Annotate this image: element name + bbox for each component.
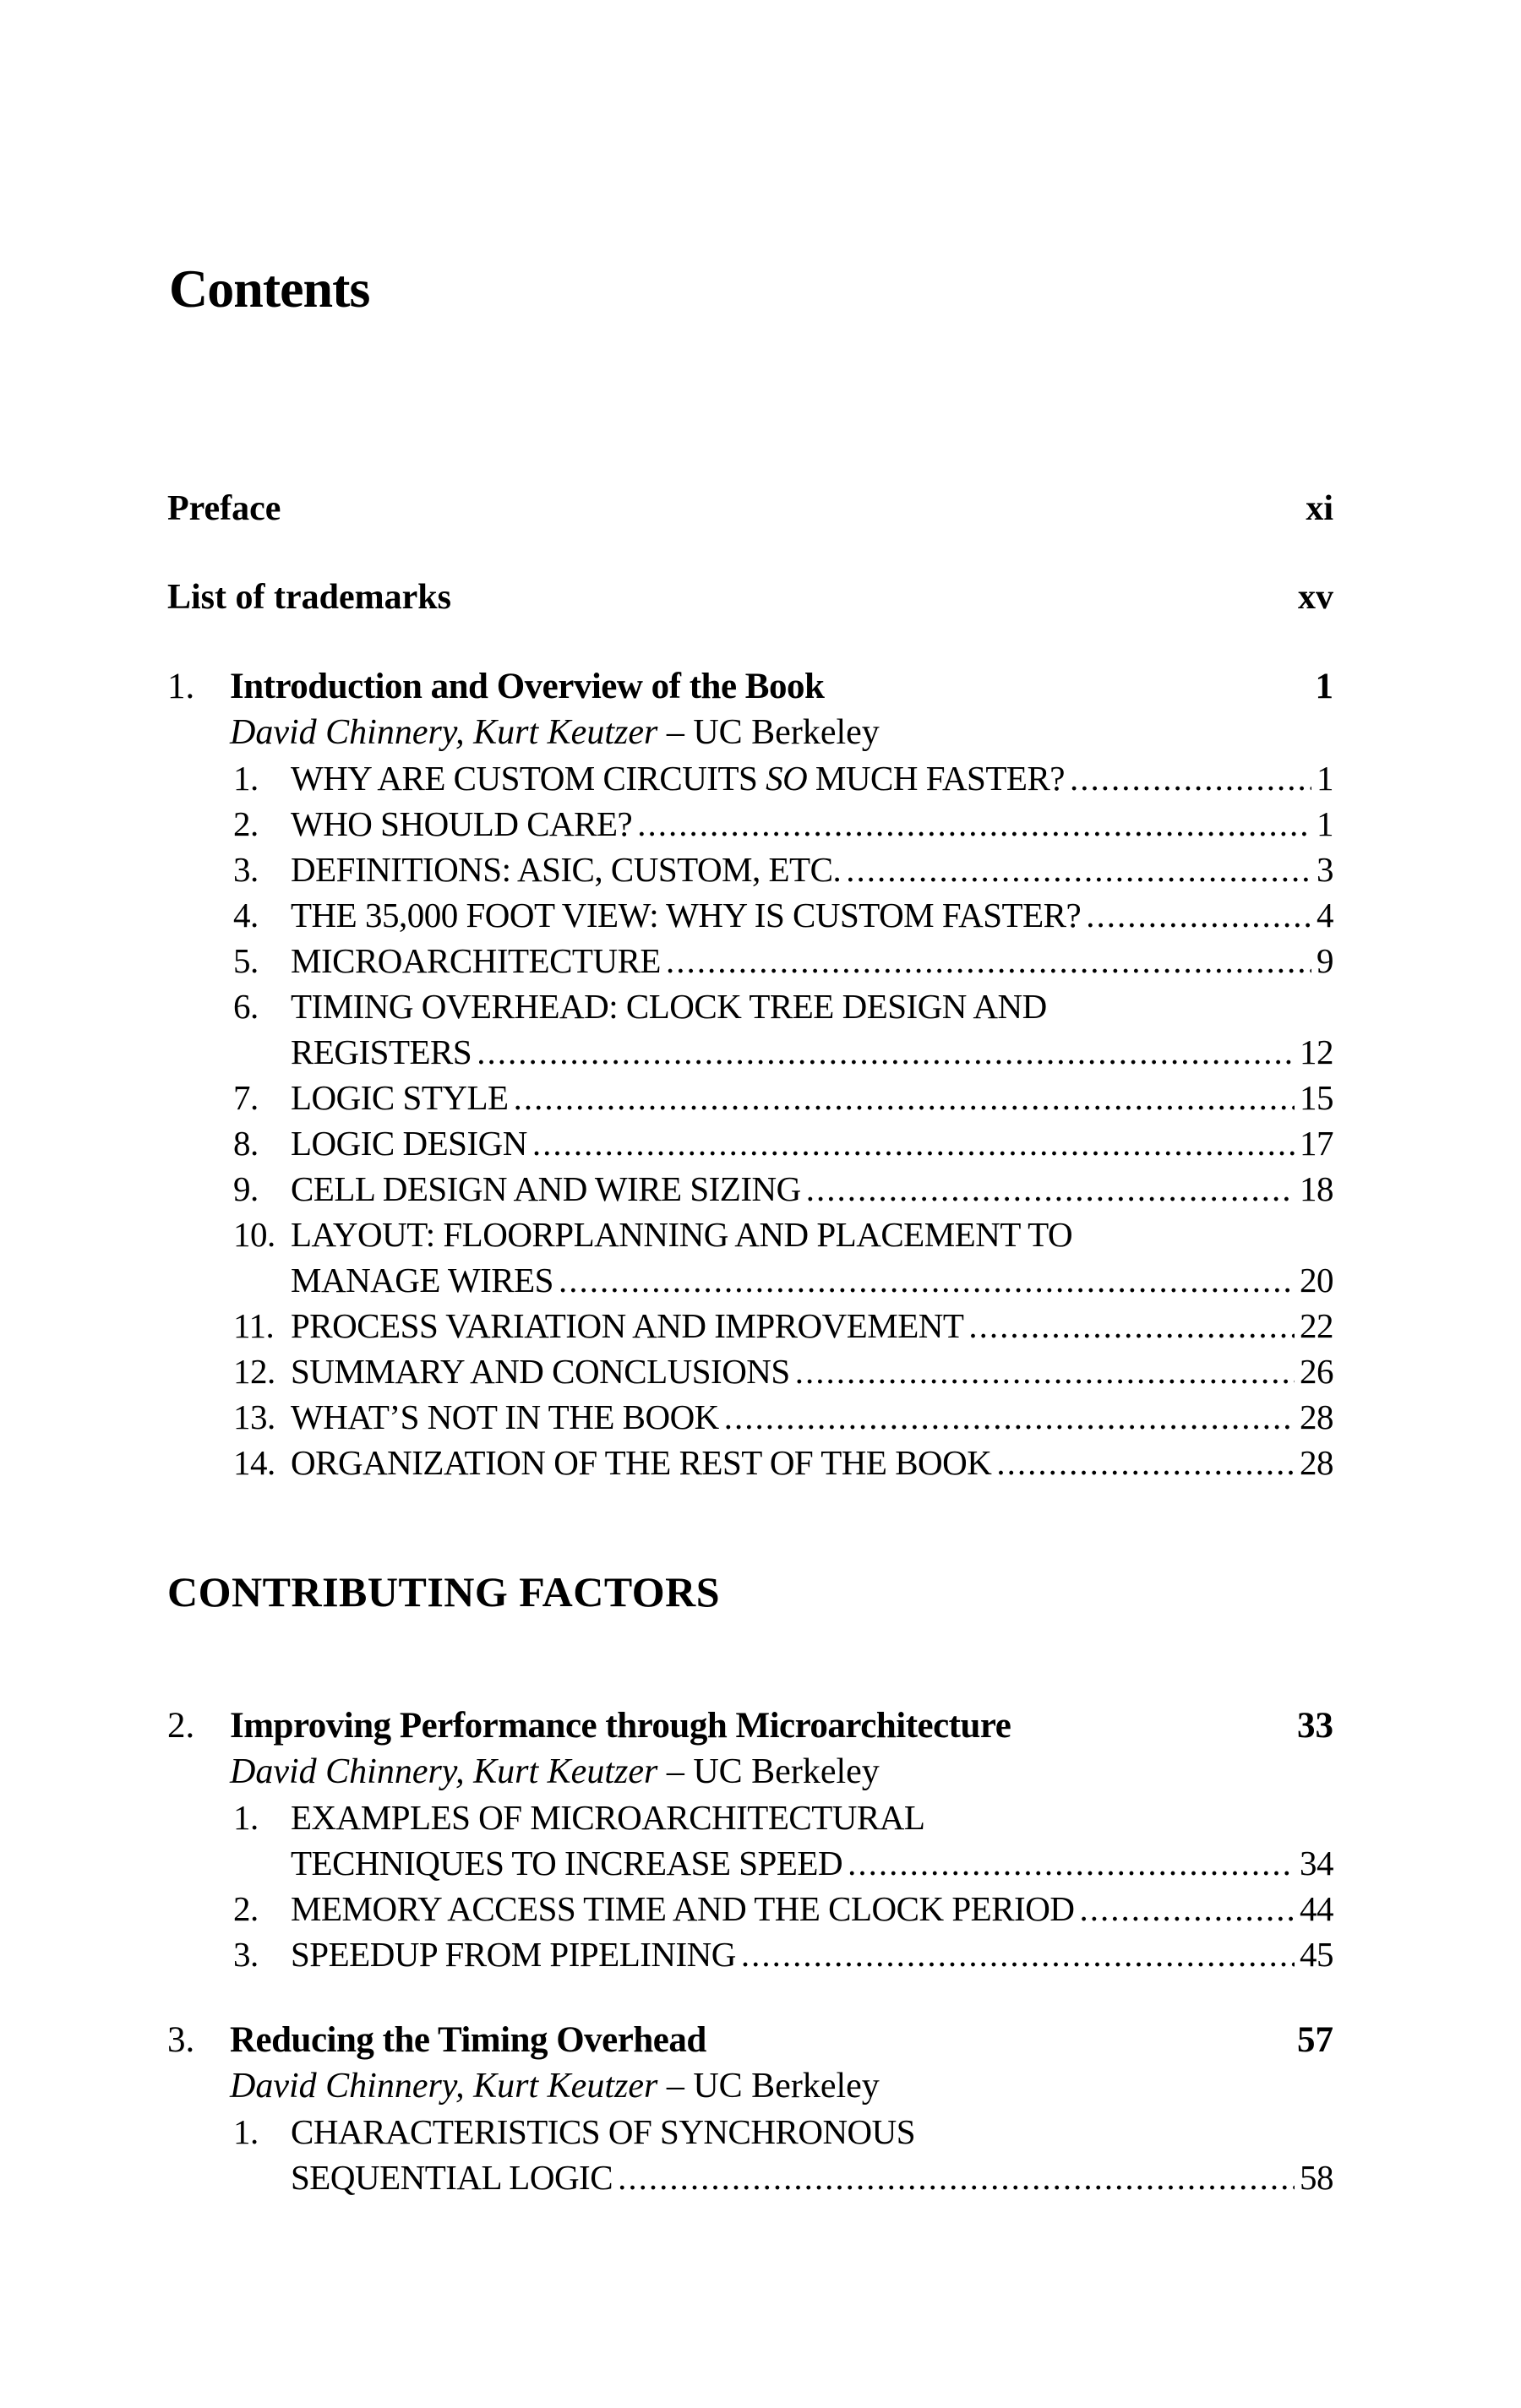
toc-entry-label: List of trademarks xyxy=(167,578,451,617)
section-title: SPEEDUP FROM PIPELINING xyxy=(291,1935,736,1974)
section-title: WHAT’S NOT IN THE BOOK xyxy=(291,1397,719,1436)
dot-leader xyxy=(1070,758,1311,798)
section-number: 1. xyxy=(233,759,259,798)
section-title: WHY ARE CUSTOM CIRCUITS SO MUCH FASTER? xyxy=(291,759,1065,798)
chapter-title: Improving Performance through Microarchitecture xyxy=(230,1706,1011,1746)
section-page: 44 xyxy=(1300,1889,1333,1928)
section-number: 1. xyxy=(233,1798,259,1837)
dot-leader xyxy=(968,1305,1295,1346)
dot-leader xyxy=(532,1123,1295,1163)
toc-section-line2[interactable] xyxy=(233,2157,1333,2198)
section-number: 11. xyxy=(233,1306,275,1345)
toc-section[interactable] xyxy=(233,1123,1333,1163)
section-page: 20 xyxy=(1300,1261,1333,1299)
section-title: SUMMARY AND CONCLUSIONS xyxy=(291,1352,790,1391)
author-affiliation: – UC Berkeley xyxy=(666,1752,880,1791)
chapter-number: 3. xyxy=(167,2020,195,2060)
section-title: MICROARCHITECTURE xyxy=(291,941,661,980)
part-heading: CONTRIBUTING FACTORS xyxy=(167,1568,721,1615)
author-affiliation: – UC Berkeley xyxy=(666,2067,880,2106)
section-page: 9 xyxy=(1317,941,1333,980)
toc-entry-page: xi xyxy=(1306,489,1333,528)
section-page: 28 xyxy=(1300,1443,1333,1482)
toc-section[interactable] xyxy=(233,849,1333,890)
chapter-page: 33 xyxy=(1297,1706,1333,1746)
dot-leader xyxy=(559,1260,1295,1300)
dot-leader xyxy=(996,1442,1295,1483)
dot-leader xyxy=(477,1032,1295,1072)
section-page: 18 xyxy=(1300,1169,1333,1208)
toc-section-line2[interactable] xyxy=(233,1260,1333,1300)
author-names: David Chinnery, Kurt Keutzer xyxy=(230,713,658,752)
section-number: 14. xyxy=(233,1443,275,1482)
section-page: 3 xyxy=(1317,850,1333,889)
section-page: 26 xyxy=(1300,1352,1333,1391)
page-title: Contents xyxy=(169,259,370,319)
section-number: 6. xyxy=(233,987,259,1026)
section-number: 2. xyxy=(233,804,259,843)
chapter-2-heading[interactable] xyxy=(167,1705,1333,1746)
chapter-1-heading[interactable] xyxy=(167,666,1333,707)
section-page: 45 xyxy=(1300,1935,1333,1974)
dot-leader xyxy=(848,1843,1295,1883)
toc-section[interactable] xyxy=(233,1397,1333,1437)
section-title: PROCESS VARIATION AND IMPROVEMENT xyxy=(291,1306,964,1345)
dot-leader xyxy=(637,804,1311,844)
toc-section[interactable] xyxy=(233,895,1333,935)
chapter-number: 1. xyxy=(167,667,195,706)
toc-section[interactable] xyxy=(233,1934,1333,1975)
toc-section[interactable] xyxy=(233,1351,1333,1392)
section-number: 5. xyxy=(233,941,259,980)
section-page: 58 xyxy=(1300,2158,1333,2197)
section-title: CHARACTERISTICS OF SYNCHRONOUS xyxy=(291,2112,916,2151)
toc-section-line1[interactable] xyxy=(233,986,1333,1027)
chapter-2-authors xyxy=(230,1752,880,1792)
chapter-1-authors xyxy=(230,712,880,753)
section-page: 22 xyxy=(1300,1306,1333,1345)
section-page: 17 xyxy=(1300,1124,1333,1163)
section-title: SEQUENTIAL LOGIC xyxy=(291,2158,613,2197)
section-number: 10. xyxy=(233,1215,275,1254)
chapter-title: Reducing the Timing Overhead xyxy=(230,2020,706,2060)
author-affiliation: – UC Berkeley xyxy=(666,713,880,752)
section-number: 13. xyxy=(233,1397,275,1436)
toc-section[interactable] xyxy=(233,940,1333,981)
section-number: 2. xyxy=(233,1889,259,1928)
toc-section-line2[interactable] xyxy=(233,1032,1333,1072)
section-title: TIMING OVERHEAD: CLOCK TREE DESIGN AND xyxy=(291,987,1047,1026)
toc-section[interactable] xyxy=(233,1169,1333,1209)
dot-leader xyxy=(806,1169,1295,1209)
section-page: 12 xyxy=(1300,1032,1333,1071)
section-number: 4. xyxy=(233,896,259,934)
author-names: David Chinnery, Kurt Keutzer xyxy=(230,2067,658,2106)
dot-leader xyxy=(724,1397,1295,1437)
section-title: WHO SHOULD CARE? xyxy=(291,804,633,843)
dot-leader xyxy=(666,940,1311,981)
section-page: 34 xyxy=(1300,1844,1333,1882)
section-title: LOGIC STYLE xyxy=(291,1078,509,1117)
chapter-page: 1 xyxy=(1315,667,1333,706)
toc-section[interactable] xyxy=(233,1888,1333,1929)
section-title: TECHNIQUES TO INCREASE SPEED xyxy=(291,1844,843,1882)
section-number: 12. xyxy=(233,1352,275,1391)
section-title: LOGIC DESIGN xyxy=(291,1124,527,1163)
dot-leader xyxy=(514,1077,1295,1118)
section-number: 3. xyxy=(233,850,259,889)
dot-leader xyxy=(846,849,1311,890)
toc-entry-label: Preface xyxy=(167,489,281,528)
dot-leader xyxy=(795,1351,1295,1392)
section-number: 9. xyxy=(233,1169,259,1208)
section-title: REGISTERS xyxy=(291,1032,472,1071)
section-page: 28 xyxy=(1300,1397,1333,1436)
toc-section-line1[interactable] xyxy=(233,1214,1333,1255)
toc-entry-preface[interactable] xyxy=(167,488,1333,529)
section-title: ORGANIZATION OF THE REST OF THE BOOK xyxy=(291,1443,992,1482)
section-title: EXAMPLES OF MICROARCHITECTURAL xyxy=(291,1798,925,1837)
toc-section[interactable] xyxy=(233,758,1333,798)
chapter-page: 57 xyxy=(1297,2020,1333,2060)
toc-section[interactable] xyxy=(233,1305,1333,1346)
chapter-3-heading[interactable] xyxy=(167,2019,1333,2061)
author-names: David Chinnery, Kurt Keutzer xyxy=(230,1752,658,1791)
dot-leader xyxy=(741,1934,1295,1975)
chapter-number: 2. xyxy=(167,1706,195,1746)
section-page: 4 xyxy=(1317,896,1333,934)
chapter-title: Introduction and Overview of the Book xyxy=(230,667,825,706)
section-number: 3. xyxy=(233,1935,259,1974)
toc-section[interactable] xyxy=(233,804,1333,844)
section-number: 7. xyxy=(233,1078,259,1117)
section-title: CELL DESIGN AND WIRE SIZING xyxy=(291,1169,801,1208)
section-title: LAYOUT: FLOORPLANNING AND PLACEMENT TO xyxy=(291,1215,1073,1254)
toc-section-line2[interactable] xyxy=(233,1843,1333,1883)
dot-leader xyxy=(1079,1888,1295,1929)
section-number: 1. xyxy=(233,2112,259,2151)
toc-section-line1[interactable] xyxy=(233,1797,1333,1838)
section-number: 8. xyxy=(233,1124,259,1163)
toc-section[interactable] xyxy=(233,1077,1333,1118)
section-page: 1 xyxy=(1317,804,1333,843)
section-title: MANAGE WIRES xyxy=(291,1261,553,1299)
dot-leader xyxy=(1086,895,1311,935)
section-title: MEMORY ACCESS TIME AND THE CLOCK PERIOD xyxy=(291,1889,1075,1928)
section-title: THE 35,000 FOOT VIEW: WHY IS CUSTOM FASTER? xyxy=(291,896,1082,934)
toc-entry-page: xv xyxy=(1298,578,1333,617)
dot-leader xyxy=(618,2157,1295,2198)
section-title: DEFINITIONS: ASIC, CUSTOM, ETC. xyxy=(291,850,842,889)
section-page: 1 xyxy=(1317,759,1333,798)
toc-section[interactable] xyxy=(233,1442,1333,1483)
toc-section-line1[interactable] xyxy=(233,2111,1333,2152)
chapter-3-authors xyxy=(230,2066,880,2106)
section-page: 15 xyxy=(1300,1078,1333,1117)
toc-entry-trademarks[interactable] xyxy=(167,577,1333,618)
